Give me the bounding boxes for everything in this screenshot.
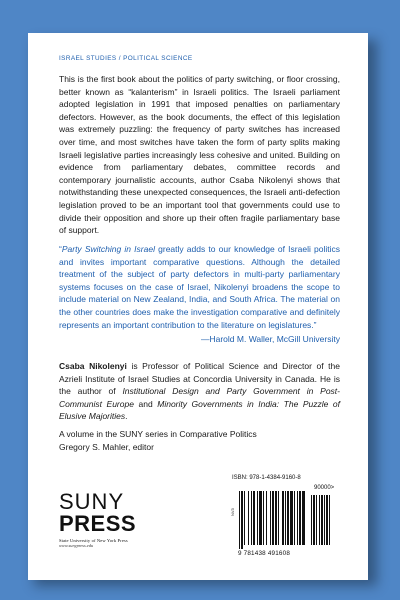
author-bio (59, 360, 340, 423)
barcode-bar (302, 491, 305, 545)
price-barcode-bar (321, 495, 323, 545)
barcode-bar (278, 491, 279, 545)
quote-open: “ (59, 244, 62, 254)
publisher-website: www.sunypress.edu (59, 543, 94, 548)
bio-book-1: Institutional Design and Party Government in Post-Communist Europe (59, 386, 340, 409)
barcode-bar (266, 491, 267, 545)
barcode-area (231, 483, 341, 557)
series-editor: Gregory S. Mahler, editor (59, 441, 154, 452)
barcode-bar (239, 491, 240, 549)
series-info (59, 428, 340, 453)
price-barcode-bar (316, 495, 317, 545)
barcode-bar (299, 491, 301, 545)
ean-digits: 9 781438 491608 (238, 550, 291, 557)
price-barcode-bar (324, 495, 325, 545)
barcode-bar (272, 491, 274, 545)
barcode-icon (231, 483, 341, 557)
barcode-bar (294, 491, 295, 545)
publisher-logo (59, 491, 169, 548)
barcode-bar (251, 491, 252, 545)
bio-book-2: Minority Governments in India: The Puzzle of Elusive Majorities (59, 398, 340, 422)
isbn-label: ISBN: 978-1-4384-9160-8 (232, 475, 301, 481)
price-barcode-bar (329, 495, 330, 545)
price-barcode-bar (326, 495, 328, 545)
vertical-code: NV3 (230, 508, 235, 516)
barcode-bar (297, 491, 298, 545)
series-line-1: A volume in the SUNY series in Comparative Politics (59, 429, 257, 439)
barcode-bar (287, 491, 289, 545)
barcode-bar (263, 491, 264, 545)
barcode-bar (248, 491, 249, 545)
price-barcode-bar (311, 495, 312, 545)
price-barcode-bar (313, 495, 315, 545)
barcode-bar (257, 491, 258, 545)
bio-text-3: . (125, 411, 128, 422)
price-barcode-bar (319, 495, 320, 545)
quote-text: greatly adds to our knowledge of Israeli politics and invites important comparative questions. Although the detailed treatment of the subject of party defectors in multi-party parliamentary systems focuses on the case of Israel, Nikolenyi broadens the scope to include material on New Zealand, India, and South Africa. The material on the other countries does make the investigation comparative and definitely represents an important contribution to the literature on legislatures.” (59, 244, 340, 330)
bio-text-2: and (133, 398, 158, 409)
barcode-bar (253, 491, 255, 545)
back-cover (28, 33, 368, 580)
publisher-university: State University of New York Press (59, 538, 128, 543)
barcode-bar (282, 491, 284, 545)
price-code: 90000> (314, 485, 335, 491)
barcode-bar (290, 491, 293, 545)
barcode-bar (285, 491, 286, 545)
quote-book-title: Party Switching in Israel (61, 244, 155, 254)
book-description: This is the first book about the politics of party switching, or floor crossing, better known as “kalanterism” in Israeli politics. The Israeli parliament adopted legislation in 1991 that imposed penalties on parliamentary defectors. However, as the book documents, the effect of this legislation was extremely puzzling: the frequency of party switches has increased over time, and most switches have taken the form of party splits making Israeli legislative parties increasingly less cohesive and united. Building on evidence from parliamentary debates, committee records and contemporary journalistic accounts, author Csaba Nikolenyi shows that notwithstanding these unexpected consequences, the Israeli anti-defection legislation proved to be an important tool that governments could use to divide their opposition and shore up their often fragile parliamentary base of support. (59, 74, 340, 236)
review-quote (59, 243, 340, 331)
barcode-bar (270, 491, 271, 545)
category-label: ISRAEL STUDIES / POLITICAL SCIENCE (59, 55, 193, 62)
barcode-bar (275, 491, 277, 545)
logo-press: PRESS (59, 511, 137, 536)
barcode-bar (241, 491, 243, 549)
quote-attribution: —Harold M. Waller, McGill University (200, 334, 340, 344)
bio-text-1: is Professor of Political Science and Director of the Azrieli Institute of Israel Studies at Concordia University in Canada. He is the author of (59, 361, 340, 397)
logo-suny: SUNY (59, 489, 125, 514)
author-name: Csaba Nikolenyi (59, 361, 127, 371)
barcode-bar (244, 491, 245, 545)
barcode-bar (259, 491, 262, 545)
